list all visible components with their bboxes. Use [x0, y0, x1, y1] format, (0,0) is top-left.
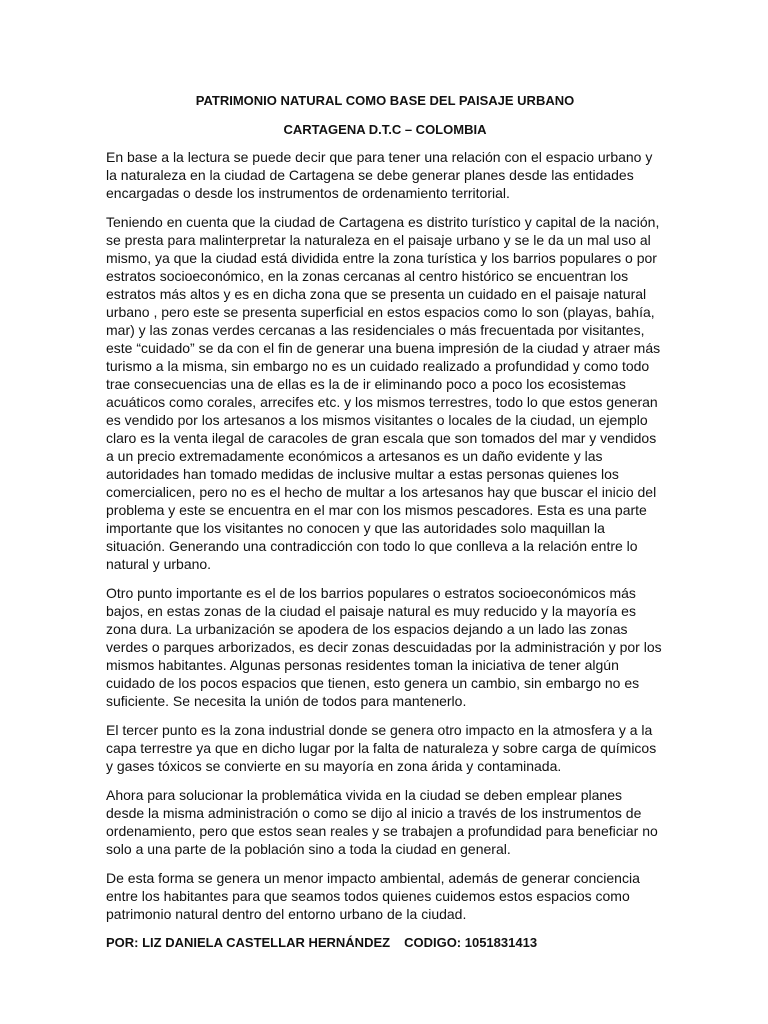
paragraph-industrial: El tercer punto es la zona industrial donde se genera otro impacto en la atmosfera y a la capa terrestre ya que en dicho lugar por la falta de naturaleza y sobre carga de químicos y gases tóxicos se convierte en su mayoría en zona árida y contaminada. [106, 722, 657, 774]
student-code: CODIGO: 1051831413 [404, 935, 538, 950]
paragraph-conclusion: De esta forma se genera un menor impacto ambiental, además de generar conciencia entre los habitantes para que seamos todos quienes cuidemos estos espacios como patrimonio natural dentro del entorno urbano de la ciudad. [106, 870, 640, 922]
author-line [106, 934, 664, 951]
paragraph-neighborhoods: Otro punto importante es el de los barrios populares o estratos socioeconómicos más bajos, en estas zonas de la ciudad el paisaje natural es muy reducido y la mayoría es zona dura. La urbanización se apodera de los espacios dejando a un lado las zonas verdes o parques arborizados, es decir zonas descuidadas por la administración y por los mismos habitantes. Algunas personas residentes toman la iniciativa de tener algún cuidado de los pocos espacios que tienen, esto genera un cambio, sin embargo no es suficiente. Se necesita la unión de todos para mantenerlo. [106, 585, 662, 709]
author-name: POR: LIZ DANIELA CASTELLAR HERNÁNDEZ [106, 935, 391, 950]
paragraph-intro: En base a la lectura se puede decir que para tener una relación con el espacio urbano y la naturaleza en la ciudad de Cartagena se debe generar planes desde las entidades encargadas o desde los instrumentos de ordenamiento territorial. [106, 149, 653, 201]
paragraph-solution: Ahora para solucionar la problemática vivida en la ciudad se deben emplear planes desde la misma administración o como se dijo al inicio a través de los instrumentos de ordenamiento, pero que estos sean reales y se trabajen a profundidad para beneficiar no solo a una parte de la población sino a toda la ciudad en general. [106, 787, 658, 857]
paragraph-tourism: Teniendo en cuenta que la ciudad de Cartagena es distrito turístico y capital de la nación, se presta para malinterpretar la naturaleza en el paisaje urbano y se le da un mal uso al mismo, ya que la ciudad está dividida entre la zona turística y los barrios populares o por estratos socioeconómico, en la zonas cercanas al centro histórico se encuentran los estratos más altos y es en dicha zona que se presenta un cuidado en el paisaje natural urbano , pero este se presenta superficial en estos espacios como lo son (playas, bahía, mar) y las zonas verdes cercanas a las residenciales o más frecuentada por visitantes, este “cuidado” se da con el fin de generar una buena impresión de la ciudad y atraer más turismo a la misma, sin embargo no es un cuidado realizado a profundidad y como todo trae consecuencias una de ellas es la de ir eliminando poco a poco los ecosistemas acuáticos como corales, arrecifes etc. y los mismos terrestres, todo lo que estos generan es vendido por los artesanos a los mismos visitantes o locales de la ciudad, un ejemplo claro es la venta ilegal de caracoles de gran escala que son tomados del mar y vendidos a un precio extremadamente económicos a artesanos es un daño evidente y las autoridades han tomado medidas de inclusive multar a estas personas quienes los comercialicen, pero no es el hecho de multar a los artesanos hay que buscar el inicio del problema y este se encuentra en el mar con los mismos pescadores. Esta es una parte importante que los visitantes no conocen y que las autoridades solo maquillan la situación. Generando una contradicción con todo lo que conlleva a la relación entre lo natural y urbano. [106, 214, 661, 572]
document-subtitle: CARTAGENA D.T.C – COLOMBIA [283, 122, 487, 137]
document-page [106, 92, 664, 951]
document-title: PATRIMONIO NATURAL COMO BASE DEL PAISAJE URBANO [195, 93, 575, 108]
